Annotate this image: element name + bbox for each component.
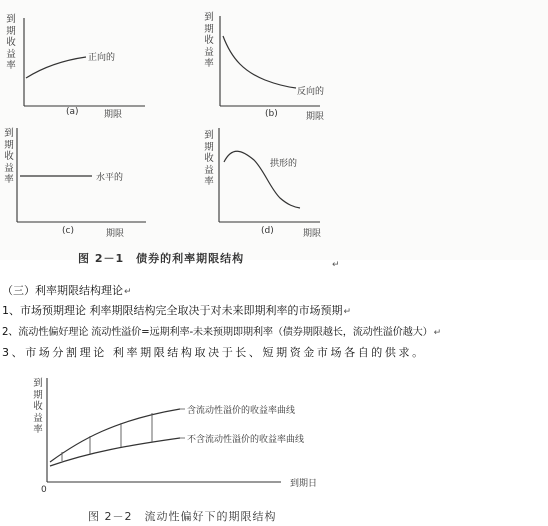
panel-a-curve-label: 正向的 [88, 53, 116, 63]
panel-d-sub-label: (d) [261, 226, 274, 236]
return-mark-3: ↵ [433, 328, 441, 338]
figure-2-2-y-axis-label: 到期收益率 [33, 378, 43, 435]
paragraph-line-1 [2, 302, 351, 318]
panel-a-sub-label: (a) [66, 107, 79, 117]
figure-2-1-caption: 图 2－1 债券的利率期限结构 [78, 252, 245, 265]
panel-c-sub-label: (c) [62, 226, 74, 236]
figure-2-2-premium-lines [62, 413, 152, 461]
panel-d-axes [219, 128, 320, 222]
paragraph-line-2 [2, 323, 441, 338]
figure-2-2-upper-curve [50, 409, 180, 462]
panel-b-y-axis-label: 到期收益率 [204, 12, 214, 69]
panel-b-x-axis-label: 期限 [306, 112, 325, 122]
line-2-text: 2、流动性偏好理论 流动性溢价=远期利率-未来预期即期利率（债券期限越长，流动性溢价越大） [2, 327, 433, 338]
return-mark-2: ↵ [343, 307, 352, 317]
panel-a-curve-normal [26, 57, 86, 78]
panel-d-y-axis-label: 到期收益率 [204, 130, 214, 187]
figure-2-2-upper-curve-label: 含流动性溢价的收益率曲线 [187, 406, 296, 416]
line-3-text: 3、市场分割理论 利率期限结构取决于长、短期资金市场各自的供求。 [2, 346, 426, 359]
figure-2-2-origin-label: 0 [41, 485, 47, 495]
line-1-text: 1、市场预期理论 利率期限结构完全取决于对未来即期利率的市场预期 [2, 304, 343, 317]
figure-2-2-x-axis-label: 到期日 [290, 479, 318, 489]
figure-2-2-lower-curve [50, 438, 180, 466]
panel-c-axes [17, 128, 146, 222]
panel-c-y-axis-label: 到期收益率 [4, 128, 14, 185]
panel-a-y-axis-label: 到期收益率 [6, 14, 16, 71]
section-heading [2, 282, 132, 298]
panel-d-x-axis-label: 期限 [303, 229, 322, 239]
panel-b-curve-label: 反向的 [297, 87, 325, 97]
caption-return-mark: ↵ [332, 260, 340, 270]
panel-c-x-axis-label: 期限 [106, 229, 125, 239]
return-mark-1: ↵ [124, 287, 132, 297]
figure-2-2-axes [47, 378, 281, 482]
panel-a-x-axis-label: 期限 [104, 110, 123, 120]
panel-b-sub-label: (b) [265, 109, 278, 119]
section-heading-text: （三）利率期限结构理论 [2, 284, 123, 297]
panel-a-axes [24, 18, 145, 106]
panel-d-curve-label: 拱形的 [270, 159, 298, 169]
figure-2-2-caption: 图 2－2 流动性偏好下的期限结构 [88, 510, 277, 523]
panel-c-curve-label: 水平的 [96, 173, 124, 183]
paragraph-line-3 [2, 344, 426, 360]
figure-2-2-lower-curve-label: 不含流动性溢价的收益率曲线 [187, 435, 305, 445]
figure-2-2-label-leaders [180, 409, 185, 438]
panel-b-curve-inverted [223, 36, 296, 88]
